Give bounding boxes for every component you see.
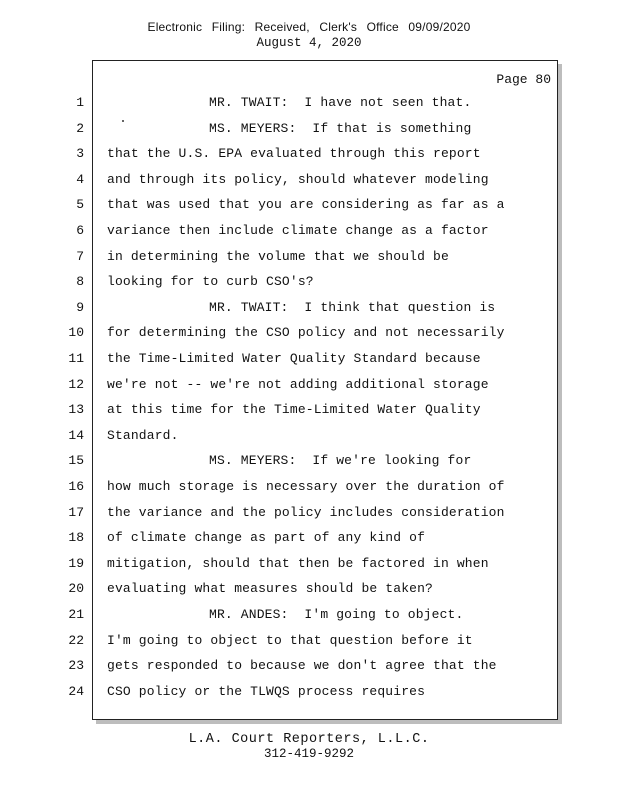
line-number: 8 <box>76 274 84 289</box>
line-number: 17 <box>68 505 84 520</box>
transcript-line: MR. TWAIT: I think that question is <box>209 300 496 315</box>
line-number: 19 <box>68 556 84 571</box>
transcript-line: MS. MEYERS: If we're looking for <box>209 453 472 468</box>
hearing-date: August 4, 2020 <box>256 36 362 50</box>
line-number: 11 <box>68 351 84 366</box>
line-number: 4 <box>76 172 84 187</box>
transcript-line: mitigation, should that then be factored in when <box>107 556 489 571</box>
transcript-line: that was used that you are considering as far as a <box>107 197 505 212</box>
line-number: 20 <box>68 581 84 596</box>
reporter-company: L.A. Court Reporters, L.L.C. <box>188 732 430 747</box>
transcript-line: we're not -- we're not adding additional storage <box>107 377 489 392</box>
transcript-line: the Time-Limited Water Quality Standard because <box>107 351 481 366</box>
line-number: 1 <box>76 95 84 110</box>
line-number: 5 <box>76 197 84 212</box>
transcript-line: that the U.S. EPA evaluated through this report <box>107 146 481 161</box>
transcript-line: MR. ANDES: I'm going to object. <box>209 607 464 622</box>
line-number: 12 <box>68 377 84 392</box>
transcript-line: I'm going to object to that question before it <box>107 633 473 648</box>
transcript-line: and through its policy, should whatever modeling <box>107 172 489 187</box>
stray-mark <box>122 120 124 122</box>
filing-stamp: Electronic Filing: Received, Clerk's Office 09/09/2020 <box>147 20 471 34</box>
transcript-line: of climate change as part of any kind of <box>107 530 426 545</box>
line-number: 13 <box>68 402 84 417</box>
transcript-line: the variance and the policy includes consideration <box>107 505 505 520</box>
line-number: 23 <box>68 658 84 673</box>
line-number: 6 <box>76 223 84 238</box>
line-number: 21 <box>68 607 84 622</box>
line-number: 18 <box>68 530 84 545</box>
line-number: 22 <box>68 633 84 648</box>
transcript-line: MR. TWAIT: I have not seen that. <box>209 95 472 110</box>
line-number: 9 <box>76 300 84 315</box>
transcript-line: gets responded to because we don't agree that the <box>107 658 497 673</box>
line-number: 16 <box>68 479 84 494</box>
line-number: 2 <box>76 121 84 136</box>
transcript-line: at this time for the Time-Limited Water Quality <box>107 402 481 417</box>
transcript-line: evaluating what measures should be taken? <box>107 581 434 596</box>
line-number: 24 <box>68 684 84 699</box>
transcript-line: Standard. <box>107 428 179 443</box>
transcript-line: CSO policy or the TLWQS process requires <box>107 684 426 699</box>
reporter-phone: 312-419-9292 <box>263 747 354 761</box>
transcript-line: MS. MEYERS: If that is something <box>209 121 472 136</box>
transcript-line: how much storage is necessary over the duration of <box>107 479 505 494</box>
line-number: 15 <box>68 453 84 468</box>
page-number: Page 80 <box>496 72 551 87</box>
line-number: 7 <box>76 249 84 264</box>
transcript-line: variance then include climate change as a factor <box>107 223 489 238</box>
transcript-line: looking for to curb CSO's? <box>107 274 314 289</box>
line-number: 14 <box>68 428 84 443</box>
line-number: 3 <box>76 146 84 161</box>
line-number: 10 <box>68 325 84 340</box>
transcript-line: for determining the CSO policy and not necessarily <box>107 325 505 340</box>
transcript-line: in determining the volume that we should be <box>107 249 449 264</box>
